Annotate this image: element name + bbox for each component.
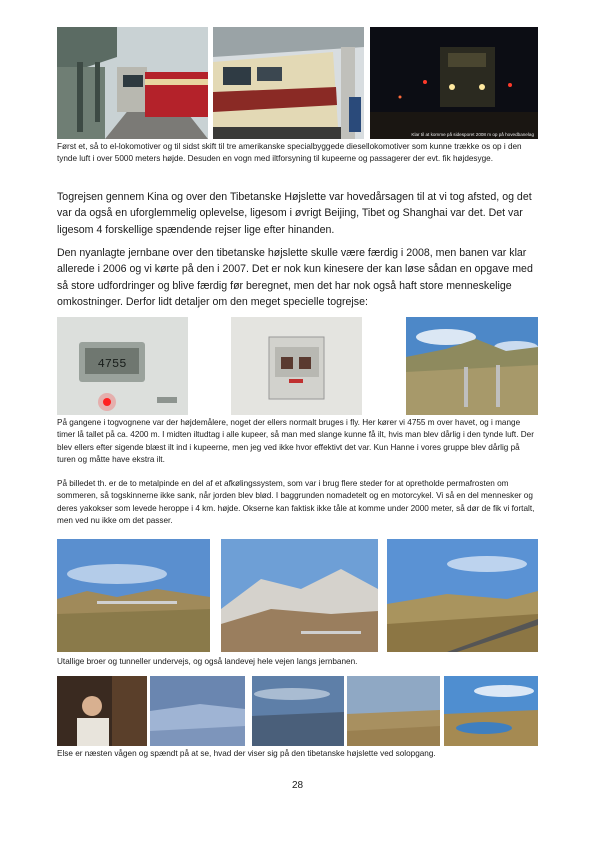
paragraph-railway-details: Den nyanlagte jernbane over den tibetanske højslette skulle være færdig i 2008, men banen var klar allerede i 2006 og vi kørte på den i 2007. Det er nok kun kinesere der kan løse sådan en opgave med så store udfordringer og blive færdig før beregnet, men det har nok også haft store menneskelige omkostninger. Derfor lidt detaljer om den meget specielle togrejse: — [57, 247, 533, 309]
photo-sunrise-grassland — [347, 676, 440, 746]
paragraph-train-journey: Togrejsen gennem Kina og over den Tibetanske Højslette var hovedårsagen til at vi tog afsted, og det var da også en uforglemmelig oplevelse, ligesom i øvrigt Beijing, Tibet og Shanghai var det. Det var ligesom 4 forskellige spændende rejser lige efter hinanden. — [57, 191, 532, 236]
photo-dawn-snow — [150, 676, 245, 746]
paragraph-bridges: Utallige broer og tunneller undervejs, og også landevej hele vejen langs jernbanen. — [57, 657, 358, 666]
page-number: 28 — [291, 780, 304, 791]
paragraph-altimeters: På gangene i togvognene var der højdemålere, noget der ellers normalt bruges i fly. Her kører vi 4755 m over havet, og i mange timer lå tallet på ca. 4200 m. I midten iltudtag i alle kupeer, så man med slange kunne få ilt, hvis man blev dårlig i den tynde luft. Der blev ellers efter sigende blæst ilt ind i kupeerne, men jeg ved ikke hvor effektivt det var. Kun Hanne i vores gruppe blev dårlig på turen og måtte have ekstra ilt. — [57, 418, 534, 464]
photo-caption: Klar til at komme på sidesporet 2008 m op på hovedbanelag — [411, 132, 534, 137]
paragraph-locomotives: Først et, så to el-lokomotiver og til sidst skift til tre amerikanske specialbyggede diesellokomotiver som kunne trække os op i den tynde luft i over 5000 meters højde. Desuden en vogn med iltforsyning til kupeerne og passagerer der evt. fik højdesyge. — [57, 142, 522, 164]
paragraph-else-sunrise: Else er næsten vågen og spændt på at se, hvad der viser sig på den tibetanske højslette ved solopgang. — [57, 749, 436, 758]
paragraph-permafrost: På billedet th. er de to metalpinde en del af et afkølingssystem, som var i brug flere steder for at opretholde permafrosten om sommeren, så togskinnerne ikke sank, når jorden blev blød. I baggrunden nomadetelt og en motorcykel. Vi så en del mennesker og deres yakokser som levede heroppe i 4 km. højde. Okserne kan faktisk ikke tåle at komme under 2000 meter, så dør de fik vi fortalt, men ved nu ikke om det passer. — [57, 479, 535, 525]
altimeter-reading: 4755 — [97, 357, 127, 371]
photo-diesel-locomotive — [213, 27, 364, 139]
photo-night-train — [370, 27, 538, 139]
photo-snowy-mountain — [221, 539, 378, 652]
photo-altimeter — [57, 317, 188, 415]
photo-lake-plateau — [444, 676, 538, 746]
photo-else-portrait — [57, 676, 147, 746]
photo-road-plateau — [387, 539, 538, 652]
photo-dawn-plateau — [252, 676, 344, 746]
photo-station-platform — [57, 27, 208, 139]
photo-permafrost-cooling — [406, 317, 538, 415]
photo-oxygen-outlet — [231, 317, 362, 415]
photo-bridge-plateau — [57, 539, 210, 652]
